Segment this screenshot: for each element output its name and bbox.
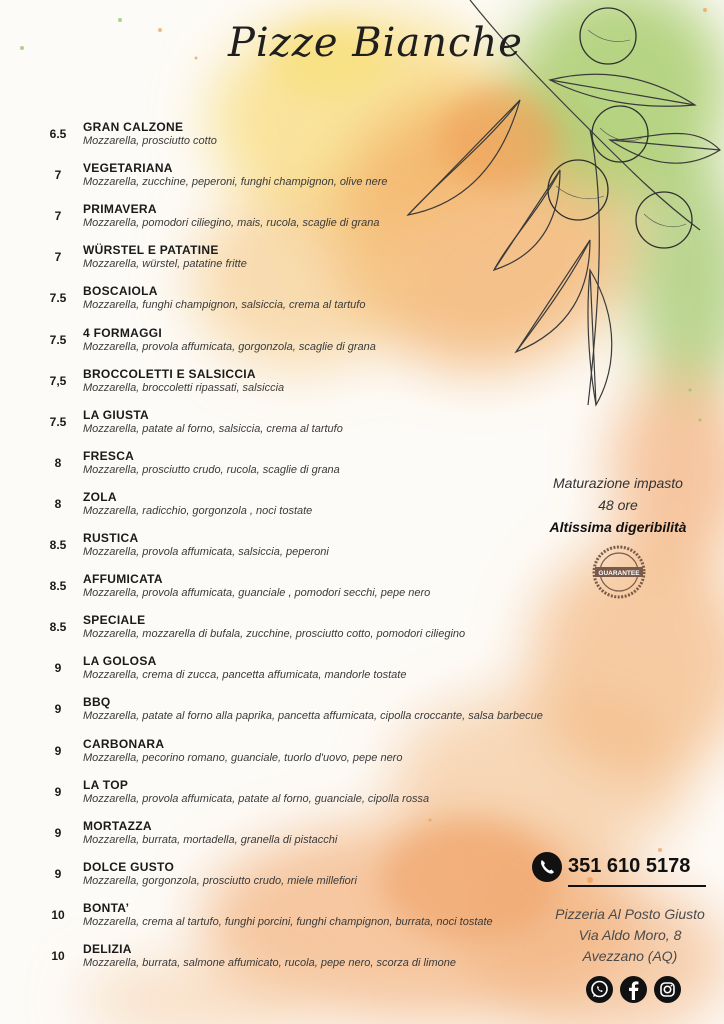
menu-item-name: LA GOLOSA	[83, 654, 157, 668]
menu-item-name: FRESCA	[83, 449, 135, 463]
menu-item-price: 8.5	[49, 579, 67, 593]
menu-item-price: 7.5	[49, 333, 67, 347]
menu-item-description: Mozzarella, provola affumicata, guanciale , pomodori secchi, pepe nero	[83, 587, 431, 599]
menu-item-description: Mozzarella, provola affumicata, salsiccia, peperoni	[83, 546, 329, 558]
menu-item	[0, 778, 580, 818]
street-address: Via Aldo Moro, 8	[578, 927, 682, 943]
menu-item	[0, 120, 580, 160]
menu-item-description: Mozzarella, patate al forno alla paprika, pancetta affumicata, cipolla croccante, salsa barbecue	[83, 710, 543, 722]
menu-item	[0, 695, 580, 735]
instagram-icon[interactable]	[654, 976, 681, 1003]
menu-item	[0, 284, 580, 324]
menu-item-name: ZOLA	[83, 490, 117, 504]
menu-item-description: Mozzarella, provola affumicata, gorgonzola, scaglie di grana	[83, 341, 376, 353]
menu-item-description: Mozzarella, patate al forno, salsiccia, crema al tartufo	[83, 423, 343, 435]
menu-item-description: Mozzarella, zucchine, peperoni, funghi champignon, olive nere	[83, 176, 388, 188]
menu-item-description: Mozzarella, pecorino romano, guanciale, tuorlo d'uovo, pepe nero	[83, 752, 403, 764]
menu-item	[0, 161, 580, 201]
phone-contact[interactable]	[532, 852, 708, 892]
menu-item	[0, 531, 580, 571]
menu-item	[0, 449, 580, 489]
menu-item	[0, 408, 580, 448]
phone-icon	[532, 852, 562, 882]
menu-item-description: Mozzarella, würstel, patatine fritte	[83, 258, 247, 270]
address-block	[548, 904, 712, 967]
menu-item-description: Mozzarella, radicchio, gorgonzola , noci tostate	[83, 505, 313, 517]
menu-item-description: Mozzarella, prosciutto crudo, rucola, scaglie di grana	[83, 464, 340, 476]
menu-item-name: DELIZIA	[83, 942, 132, 956]
menu-item-description: Mozzarella, burrata, mortadella, granella di pistacchi	[83, 834, 338, 846]
menu-item-name: 4 FORMAGGI	[83, 326, 163, 340]
menu-item-name: CARBONARA	[83, 737, 165, 751]
menu-item	[0, 243, 580, 283]
menu-item	[0, 202, 580, 242]
page-title: Pizze Bianche	[228, 20, 523, 66]
city: Avezzano (AQ)	[582, 948, 678, 964]
menu-item-price: 7,5	[49, 374, 67, 388]
menu-item-price: 9	[54, 785, 62, 799]
menu-item-name: RUSTICA	[83, 531, 139, 545]
dough-info	[528, 472, 708, 538]
menu-item-name: LA TOP	[83, 778, 129, 792]
menu-item-description: Mozzarella, crema di zucca, pancetta affumicata, mandorle tostate	[83, 669, 407, 681]
menu-item-price: 9	[54, 661, 62, 675]
menu-item	[0, 326, 580, 366]
menu-item	[0, 819, 580, 859]
pizzeria-name: Pizzeria Al Posto Giusto	[555, 906, 705, 922]
menu-item-price: 7	[54, 250, 62, 264]
menu-item-name: LA GIUSTA	[83, 408, 150, 422]
menu-item-price: 9	[54, 867, 62, 881]
menu-item-price: 8.5	[49, 620, 67, 634]
menu-item-price: 8.5	[49, 538, 67, 552]
phone-underline	[568, 885, 706, 887]
menu-item-price: 9	[54, 826, 62, 840]
menu-item-name: MORTAZZA	[83, 819, 152, 833]
menu-item	[0, 490, 580, 530]
menu-item-price: 8	[54, 497, 62, 511]
menu-item-price: 7.5	[49, 415, 67, 429]
phone-number[interactable]: 351 610 5178	[568, 855, 691, 877]
menu-item-name: GRAN CALZONE	[83, 120, 184, 134]
menu-item-price: 9	[54, 744, 62, 758]
menu-item-name: BROCCOLETTI E SALSICCIA	[83, 367, 256, 381]
menu-item-description: Mozzarella, mozzarella di bufala, zucchine, prosciutto cotto, pomodori ciliegino	[83, 628, 466, 640]
menu-item	[0, 737, 580, 777]
info-line-3: Altissima digeribilità	[549, 519, 687, 535]
menu-item	[0, 654, 580, 694]
menu-item-price: 10	[51, 949, 65, 963]
menu-item-name: BBQ	[83, 695, 111, 709]
menu-item-description: Mozzarella, broccoletti ripassati, salsiccia	[83, 382, 285, 394]
menu-item	[0, 901, 580, 941]
menu-item-description: Mozzarella, gorgonzola, prosciutto crudo, miele millefiori	[83, 875, 357, 887]
menu-item-description: Mozzarella, crema al tartufo, funghi porcini, funghi champignon, burrata, noci tostate	[83, 916, 493, 928]
menu-item-price: 7	[54, 168, 62, 182]
menu-item-name: SPECIALE	[83, 613, 146, 627]
menu-item-name: VEGETARIANA	[83, 161, 173, 175]
menu-item	[0, 367, 580, 407]
menu-item-price: 7	[54, 209, 62, 223]
menu-item-price: 6.5	[49, 127, 67, 141]
menu-item-name: PRIMAVERA	[83, 202, 157, 216]
menu-item-description: Mozzarella, prosciutto cotto	[83, 135, 217, 147]
menu-item-name: BOSCAIOLA	[83, 284, 158, 298]
menu-item	[0, 572, 580, 612]
menu-item	[0, 860, 580, 900]
info-line-2: 48 ore	[598, 497, 638, 513]
menu-item	[0, 613, 580, 653]
menu-item-description: Mozzarella, burrata, salmone affumicato, rucola, pepe nero, scorza di limone	[83, 957, 456, 969]
menu-item	[0, 942, 580, 982]
menu-item-description: Mozzarella, pomodori ciliegino, mais, rucola, scaglie di grana	[83, 217, 380, 229]
badge-text: GUARANTEE	[598, 570, 640, 577]
menu-item-name: DOLCE GUSTO	[83, 860, 175, 874]
menu-item-description: Mozzarella, funghi champignon, salsiccia, crema al tartufo	[83, 299, 366, 311]
guarantee-seal-icon	[592, 545, 646, 599]
menu-item-price: 8	[54, 456, 62, 470]
whatsapp-icon[interactable]	[586, 976, 613, 1003]
menu-item-price: 7.5	[49, 291, 67, 305]
menu-item-name: WÜRSTEL E PATATINE	[83, 243, 219, 257]
info-line-1: Maturazione impasto	[553, 475, 683, 491]
menu-item-description: Mozzarella, provola affumicata, patate al forno, guanciale, cipolla rossa	[83, 793, 430, 805]
menu-item-name: AFFUMICATA	[83, 572, 163, 586]
menu-item-price: 9	[54, 702, 62, 716]
menu-item-name: BONTA’	[83, 901, 130, 915]
menu-item-price: 10	[51, 908, 65, 922]
facebook-icon[interactable]	[620, 976, 647, 1003]
